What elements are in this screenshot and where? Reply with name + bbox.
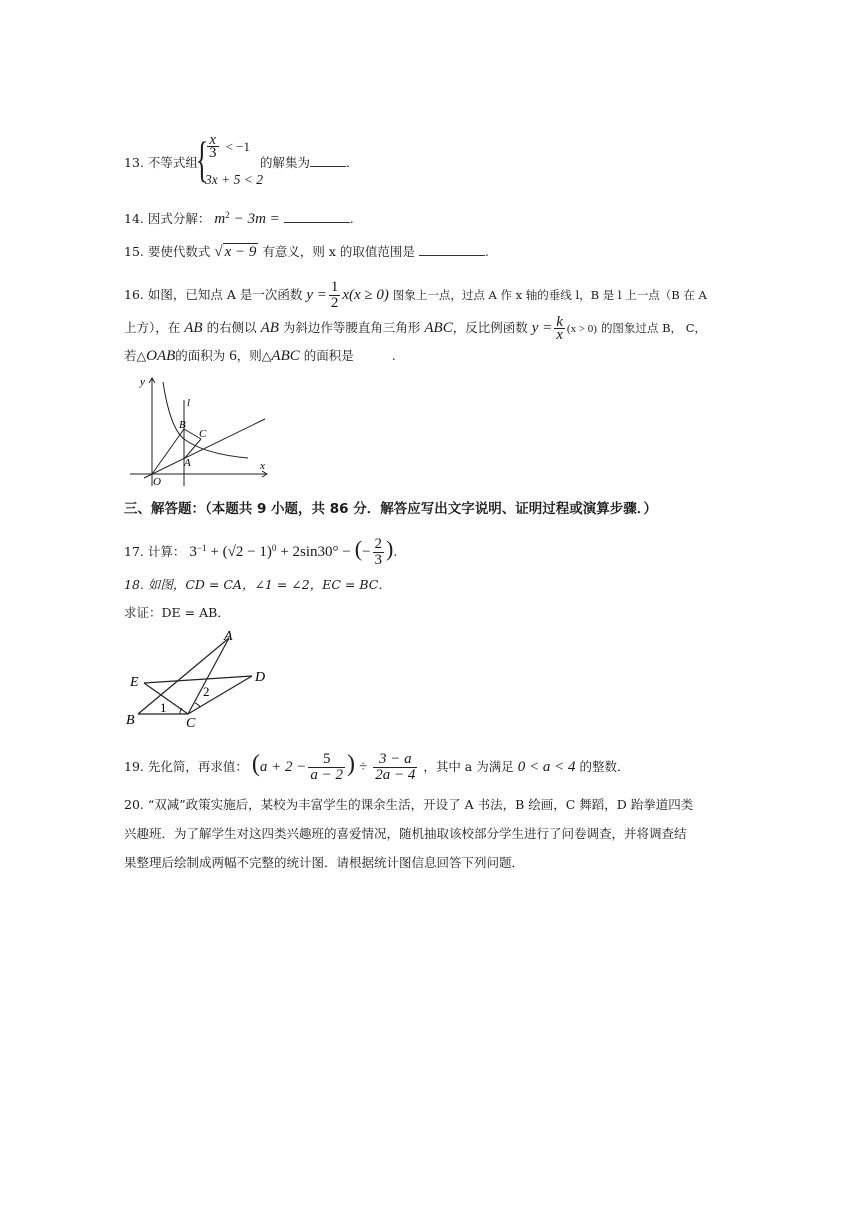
label-A: A (184, 457, 191, 469)
question-17: 17. 计算： $3^{-1} + (√2 - 1)^0 + 2\sin 30^\circ$ − (− $\frac{2}{3}$ ). (124, 536, 398, 568)
q13-tail: 的解集为 . (260, 155, 350, 170)
q16-line-1: 16. 如图，已知点 A 是一次函数 y = $\frac{1}{2}$ x(x ≥ 0) 图象上一点，过点 A 作 x 轴的垂线 l，B 是 l 上一点（B 在 A (124, 279, 707, 311)
sqrt-symbol-icon: √ (214, 244, 223, 260)
label-B: B (126, 713, 135, 728)
question-19: 19. 先化简，再求值： (a + 2 − $\frac{5}{a - 2}$ ) ÷ $\frac{3 - a}{2a - 4}$ ，其中 a 为满足 0 < a < 4 的整数． (124, 751, 630, 783)
label-angle-2: 2 (203, 684, 210, 699)
q13-inequality-1: $\frac{x}{3}$ < −1 (209, 132, 251, 161)
q13-inequality-2: 3x + 5 < 2 (205, 172, 263, 187)
label-D: D (255, 670, 266, 685)
label-l: l (187, 397, 191, 409)
segment-CA (188, 638, 229, 714)
question-15: 15. 要使代数式 √ x − 9 有意义，则 x 的取值范围是 . (124, 244, 489, 260)
q18-line-1: 18. 如图，CD = CA，∠1 = ∠2，EC = BC． (124, 577, 391, 592)
answer-blank[interactable] (354, 347, 392, 360)
q16-line-2: 上方），在 AB 的右侧以 AB 为斜边作等腰直角三角形 ABC，反比例函数 y = $\frac{k}{x}$ (x > 0) 的图象过点 B， C， (124, 314, 706, 343)
label-angle-1: 1 (160, 700, 167, 715)
question-20: 20. “双减”政策实施后，某校为丰富学生的课余生活，开设了 A 书法，B 绘画，C 舞蹈，D 跆拳道四类兴趣班．为了解学生对这四类兴趣班的喜爱情况，随机抽取该校部分学生进行了问卷调查，并将调查结果整理后绘制成两幅不完整的统计图．请根据统计图信息回答下列问题． (124, 797, 694, 870)
inverse-function-curve (163, 382, 248, 458)
answer-blank[interactable] (310, 154, 346, 167)
q13-number-label: 13. 不等式组 (124, 155, 198, 170)
label-x: x (260, 460, 265, 472)
q18-line-2: 求证：DE = AB． (124, 605, 230, 620)
angle-2-arc (195, 703, 200, 707)
label-C: C (199, 428, 207, 440)
segment-BA (138, 638, 229, 714)
label-C: C (186, 716, 196, 728)
q16-line-3: 若△OAB的面积为 6，则△ABC 的面积是 . (124, 348, 396, 364)
q18-figure (124, 628, 274, 728)
q16-figure (126, 370, 271, 488)
answer-blank[interactable] (284, 210, 350, 223)
segment-ED (144, 676, 252, 683)
answer-blank[interactable] (419, 243, 485, 256)
label-E: E (130, 675, 139, 690)
segment-OB (152, 429, 184, 474)
question-14: 14. 因式分解： $m^2 - 3m$ = . (124, 210, 354, 228)
left-brace-icon: { (196, 131, 208, 187)
label-y: y (140, 376, 145, 388)
label-B: B (179, 419, 186, 431)
label-O: O (153, 476, 161, 488)
label-A: A (224, 629, 233, 644)
segment-CA (184, 439, 201, 459)
section-3-title: 三、解答题：（本题共 9 小题，共 86 分．解答应写出文字说明、证明过程或演算步骤．） (124, 501, 657, 517)
